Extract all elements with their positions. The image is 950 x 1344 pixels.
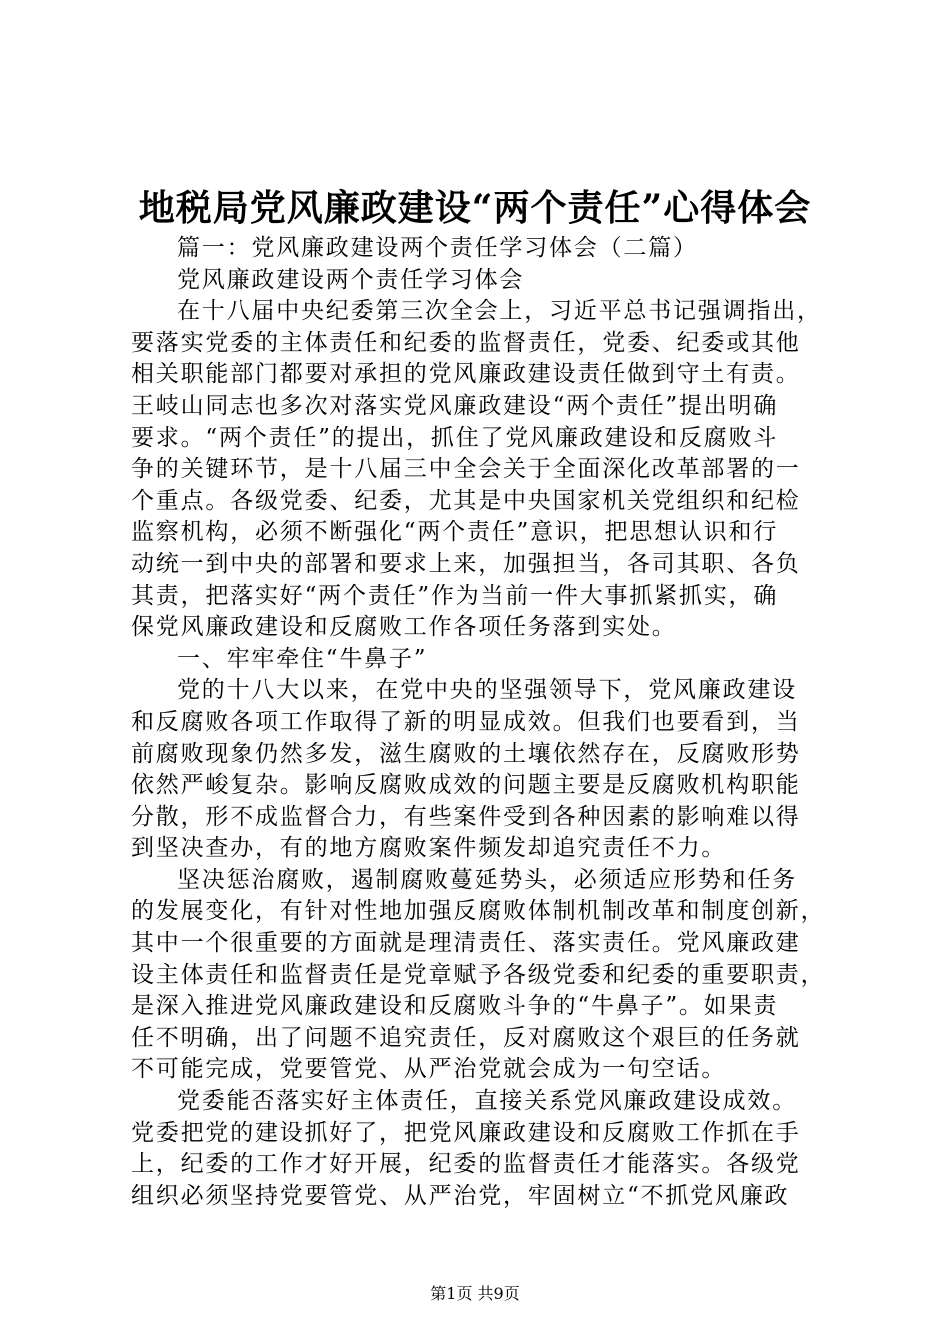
body-line: 到坚决查办，有的地方腐败案件频发却追究责任不力。 [131, 835, 727, 862]
body-line: 党的十八大以来，在党中央的坚强领导下，党风廉政建设 [177, 677, 797, 704]
body-line: 党委把党的建设抓好了，把党风廉政建设和反腐败工作抓在手 [131, 1119, 801, 1146]
body-line: 设主体责任和监督责任是党章赋予各级党委和纪委的重要职责， [131, 961, 826, 988]
body-line: 坚决惩治腐败，遏制腐败蔓延势头，必须适应形势和任务 [177, 866, 797, 893]
body-line: 王岐山同志也多次对落实党风廉政建设“两个责任”提出明确 [131, 392, 779, 419]
body-line: 是深入推进党风廉政建设和反腐败斗争的“牛鼻子”。如果责 [131, 993, 779, 1020]
body-line: 在十八届中央纪委第三次全会上，习近平总书记强调指出， [177, 298, 822, 325]
body-line: 前腐败现象仍然多发，滋生腐败的土壤依然存在，反腐败形势 [131, 740, 801, 767]
body-line: 篇一：党风廉政建设两个责任学习体会（二篇） [177, 235, 698, 261]
page-footer: 第1页 共9页 [430, 1284, 520, 1303]
body-line: 上，纪委的工作才好开展，纪委的监督责任才能落实。各级党 [131, 1151, 801, 1178]
body-line: 其责，把落实好“两个责任”作为当前一件大事抓紧抓实，确 [131, 582, 779, 609]
body-line: 其中一个很重要的方面就是理清责任、落实责任。党风廉政建 [131, 930, 801, 957]
body-line: 相关职能部门都要对承担的党风廉政建设责任做到守土有责。 [131, 361, 801, 388]
body-line: 依然严峻复杂。影响反腐败成效的问题主要是反腐败机构职能 [131, 772, 801, 799]
body-line: 监察机构，必须不断强化“两个责任”意识，把思想认识和行 [131, 519, 779, 546]
document-title: 地税局党风廉政建设“两个责任”心得体会 [138, 187, 812, 229]
body-line: 党风廉政建设两个责任学习体会 [177, 266, 525, 293]
body-line: 组织必须坚持党要管党、从严治党，牢固树立“不抓党风廉政 [131, 1182, 790, 1209]
body-line: 要求。“两个责任”的提出，抓住了党风廉政建设和反腐败斗 [131, 424, 779, 451]
body-line: 争的关键环节，是十八届三中全会关于全面深化改革部署的一 [131, 456, 801, 483]
body-line: 任不明确，出了问题不追究责任，反对腐败这个艰巨的任务就 [131, 1024, 801, 1051]
body-line: 要落实党委的主体责任和纪委的监督责任，党委、纪委或其他 [131, 329, 801, 356]
body-line: 不可能完成，党要管党、从严治党就会成为一句空话。 [131, 1056, 727, 1083]
body-line: 党委能否落实好主体责任，直接关系党风廉政建设成效。 [177, 1088, 797, 1115]
body-line: 动统一到中央的部署和要求上来，加强担当，各司其职、各负 [131, 550, 801, 577]
body-line: 分散，形不成监督合力，有些案件受到各种因素的影响难以得 [131, 803, 801, 830]
body-line: 的发展变化，有针对性地加强反腐败体制机制改革和制度创新， [131, 898, 826, 925]
section-heading: 一、牢牢牵住“牛鼻子” [177, 645, 428, 672]
body-line: 保党风廉政建设和反腐败工作各项任务落到实处。 [131, 614, 677, 641]
document-body [131, 233, 831, 1212]
body-line: 个重点。各级党委、纪委，尤其是中央国家机关党组织和纪检 [131, 487, 801, 514]
body-line: 和反腐败各项工作取得了新的明显成效。但我们也要看到，当 [131, 708, 801, 735]
